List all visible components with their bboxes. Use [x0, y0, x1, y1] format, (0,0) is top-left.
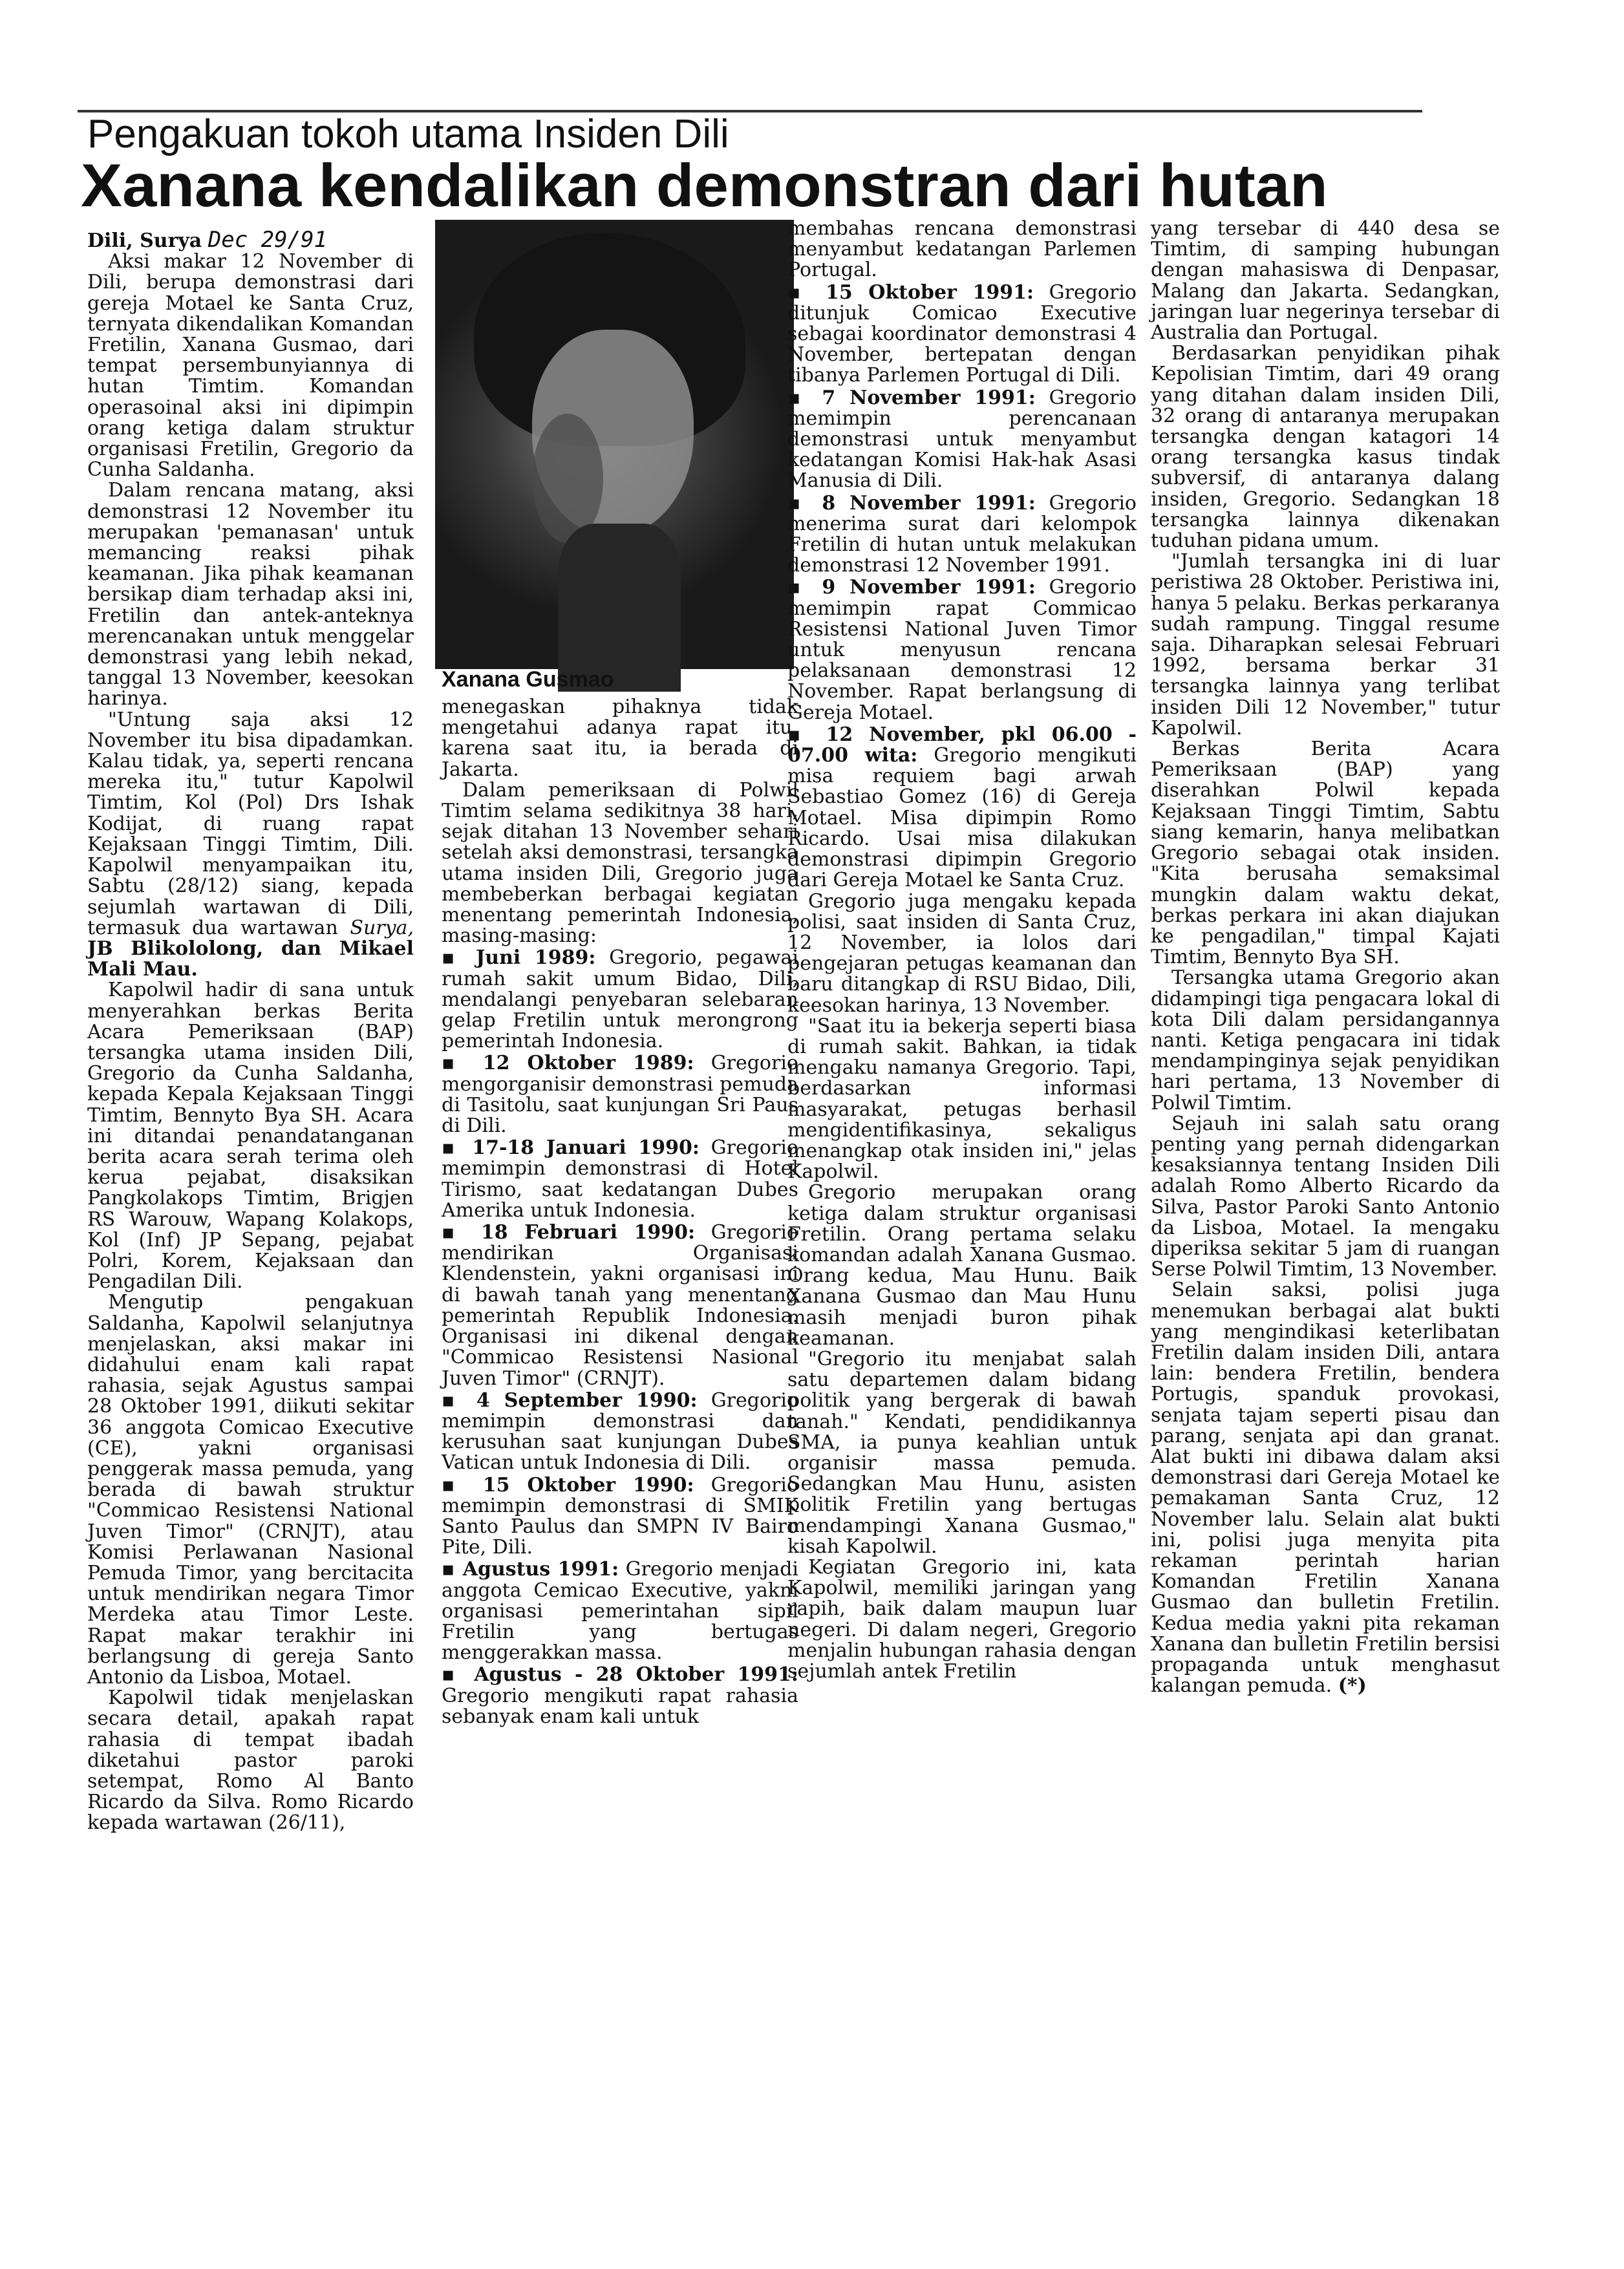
paper-name: Surya, [350, 916, 414, 939]
column-2 [442, 697, 798, 1731]
event-item [442, 1665, 798, 1727]
portrait-photo [435, 220, 794, 669]
event-item [442, 1475, 798, 1559]
end-mark: (*) [1338, 1674, 1367, 1698]
event-date: 7 November 1991: [822, 386, 1036, 409]
bullet-icon: ▪ [787, 576, 822, 599]
paragraph: Kapolwil tidak menjelaskan secara detail, apakah rapat rahasia di tempat ibadah diketahui pastor paroki setempat, Romo Al Banto Ricardo da Silva. Romo Ricardo kepada wartawan (26/11), [87, 1687, 414, 1835]
bullet-icon: ▪ [442, 946, 476, 970]
photo-caption: Xanana Gusmao [442, 667, 614, 692]
event-text: Gregorio menjadi anggota Cemicao Executive, yakni organisasi pemerintahan sipil Fretilin yang bertugas menggerakkan massa. [442, 1558, 798, 1665]
event-date: Agustus - 28 Oktober 1991: [474, 1663, 798, 1687]
event-date: 8 November 1991: [822, 491, 1036, 515]
paragraph: Dalam rencana matang, aksi demonstrasi 12 November itu merupakan 'pemanasan' untuk memancing reaksi pihak keamanan. Jika pihak keamanan bersikap diam terhadap aksi ini, Fretilin dan antek-anteknya merencanakan untuk menggelar demonstrasi yang lebih nekad, tanggal 13 November, keesokan harinya. [87, 479, 414, 710]
event-item [442, 1053, 798, 1136]
paragraph: "Jumlah tersangka ini di luar peristiwa 28 Oktober. Peristiwa ini, hanya 5 pelaku. Berkas perkaranya sudah rampung. Tinggal resume saja. Diharapkan selesai Februari 1992, bersama berkar 31 tersangka lainnya yang terlibat insiden Dili 12 November," tutur Kapolwil. [1151, 550, 1500, 740]
event-text: Gregorio memimpin demonstrasi di Hotel Tirismo, saat kedatangan Dubes Amerika untuk Indonesia. [442, 1136, 798, 1222]
event-list [787, 282, 1137, 891]
event-text: Gregorio mengikuti misa requiem bagi arwah Sebastiao Gomez (16) di Gereja Motael. Misa dipimpin Romo Ricardo. Usai misa dilakukan demonstrasi dipimpin Gregorio dari Gereja Motael ke Santa Cruz. [787, 744, 1137, 892]
event-text: Gregorio menerima surat dari kelompok Fretilin di hutan untuk melakukan demonstrasi 12 November 1991. [787, 491, 1137, 577]
event-text: Gregorio mendirikan Organisasi Klendenstein, yakni organisasi ini di bawah tanah yang menentang pemerintah Republik Indonesia. Organisasi ini dikenal dengan "Commicao Resistensi Nasional Juven Timor" (CRNJT). [442, 1221, 798, 1390]
paragraph: membahas rencana demonstrasi menyambut kedatangan Parlemen Portugal. [787, 217, 1137, 282]
paragraph: Kapolwil hadir di sana untuk menyerahkan berkas Berita Acara Pemeriksaan (BAP) tersangka utama insiden Dili, Gregorio da Cunha Saldanha, kepada Kepala Kejaksaan Tinggi Timtim, Bennyto Bya SH. Acara ini ditandai penandatanganan berita acara serah terima oleh kerua pejabat, disaksikan Pangkolakops Timtim, Brigjen RS Warouw, Wapang Kolakops, Kol (Inf) JP Sepang, pejabat Polri, Korem, Kejaksaan dan Pengadilan Dili. [87, 979, 414, 1294]
paragraph: Aksi makar 12 November di Dili, berupa demonstrasi dari gereja Motael ke Santa Cruz, ternyata dikendalikan Komandan Fretilin, Xanana Gusmao, dari tempat persembunyiannya di hutan Timtim. Komandan operasoinal aksi ini dipimpin orang ketiga dalam struktur organisasi Fretilin, Gregorio da Cunha Saldanha. [87, 250, 414, 482]
event-item [787, 725, 1137, 891]
event-text: Gregorio, pegawai rumah sakit umum Bidao, Dili, mendalangi penyebaran selebaran gelap Fretilin untuk merongrong pemerintah Indonesia. [442, 946, 798, 1053]
event-date: Agustus 1991: [462, 1558, 619, 1581]
event-text: Gregorio memimpin demonstrasi dan kerusuhan saat kunjungan Dubes Vatican untuk Indonesia di Dili. [442, 1389, 799, 1475]
event-date: 17-18 Januari 1990: [472, 1136, 700, 1160]
paragraph: Gregorio juga mengaku kepada polisi, saat insiden di Santa Cruz, 12 November, ia lolos dari pengejaran petugas keamanan dan baru ditangkap di RSU Bidao, Dili, keesokan harinya, 13 November. [787, 889, 1137, 1017]
event-text: Gregorio mengorganisir demonstrasi pemuda di Tasitolu, saat kunjungan Sri Paus di Dili. [442, 1052, 798, 1138]
event-date: 4 September 1990: [476, 1389, 698, 1412]
paragraph: Tersangka utama Gregorio akan didampingi tiga pengacara lokal di kota Dili dalam persidangannya nanti. Ketiga pengacara ini tidak mendampinginya sejak penyidikan hari pertama, 13 November di Polwil Timtim. [1151, 966, 1500, 1114]
paragraph [87, 710, 414, 981]
paragraph: menegaskan pihaknya tidak mengetahui adanya rapat itu, karena saat itu, ia berada di Jakarta. [442, 696, 798, 781]
event-text: Gregorio memimpin rapat Commicao Resistensi National Juven Timor untuk menyusun rencana pelaksanaan demonstrasi 12 November. Rapat berlangsung di Gereja Motael. [787, 576, 1137, 724]
event-date: 12 November, pkl 06.00 - 07.00 wita: [787, 723, 1137, 767]
paragraph-text: Selain saksi, polisi juga menemukan berbagai alat bukti yang mengindikasi keterlibatan Fretilin dalam insiden Dili, antara lain: bendera Fretilin, bendera Portugis, spanduk provokasi, senjata tajam seperti pisau dan parang, senjata api dan granat. Alat bukti ini dibawa dalam aksi demonstrasi dari Gereja Motael ke pemakaman Santa Cruz, 12 November lalu. Selain alat bukti ini, polisi juga menyita pita rekaman perintah harian Komandan Fretilin Xanana Gusmao dan bulletin Fretilin. Kedua media yakni pita rekaman Xanana dan bulletin Fretilin bersisi propaganda untuk menghasut kalangan pemuda. [1151, 1279, 1500, 1698]
kicker: Pengakuan tokoh utama Insiden Dili [87, 112, 729, 156]
bullet-icon: ▪ [442, 1221, 481, 1244]
photo-neck [558, 524, 681, 692]
event-item [787, 282, 1137, 387]
paragraph: Mengutip pengakuan Saldanha, Kapolwil selanjutnya menjelaskan, aksi makar ini didahului enam kali rapat rahasia, sejak Agustus sampai 28 Oktober 1991, diikuti sekitar 36 anggota Comicao Executive (CE), yakni organisasi penggerak massa pemuda, yang berada di bawah struktur "Commicao Resistensi National Juven Timor" (CRNJT), atau Komisi Perlawanan Nasional Pemuda Timor, yang bercitacita untuk mendirikan negara Timor Merdeka atau Timor Leste. Rapat makar terakhir ini berlangsung di gereja Santo Antonio da Lisboa, Motael. [87, 1291, 414, 1689]
handwritten-date: Dec 29/91 [208, 227, 328, 253]
column-3 [787, 218, 1137, 1731]
dateline: Dili, Surya [87, 229, 202, 252]
event-date: 9 November 1991: [822, 576, 1036, 599]
column-1 [87, 227, 414, 1835]
bullet-icon: ▪ [442, 1663, 475, 1687]
event-text: Gregorio memimpin perencanaan demonstrasi untuk menyambut kedatangan Komisi Hak-hak Asasi Manusia di Dili. [787, 386, 1137, 493]
event-text: Gregorio ditunjuk Comicao Executive sebagai koordinator demonstrasi 4 November, bertepatan dengan tibanya Parlemen Portugal di Dili. [787, 281, 1137, 387]
event-date: 12 Oktober 1989: [482, 1052, 694, 1075]
event-item [442, 1559, 798, 1663]
bullet-icon: ▪ [442, 1052, 483, 1075]
bullet-icon: ▪ [787, 491, 822, 515]
event-item [787, 493, 1137, 577]
event-item [787, 577, 1137, 723]
bullet-icon: ▪ [442, 1389, 476, 1412]
event-date: 15 Oktober 1991: [825, 281, 1034, 304]
event-date: 15 Oktober 1990: [482, 1473, 694, 1497]
event-item [787, 388, 1137, 492]
bullet-icon: ▪ [787, 386, 822, 409]
paragraph: Kegiatan Gregorio ini, kata Kapolwil, memiliki jaringan yang rapih, baik dalam maupun luar negeri. Di dalam negeri, Gregorio menjalin hubungan rahasia dengan sejumlah antek Fretilin [787, 1556, 1137, 1683]
event-item [442, 1390, 798, 1474]
paragraph: Dalam pemeriksaan di Polwil Timtim selama sedikitnya 38 hari, sejak ditahan 13 November sehari setelah aksi demonstrasi, tersangka utama insiden Dili, Gregorio juga membeberkan berbagai kegiatan menentang pemerintah Indonesia, masing-masing: [442, 778, 798, 948]
dateline-line [87, 229, 414, 251]
headline: Xanana kendalikan demonstran dari hutan [81, 151, 1328, 219]
bullet-icon: ▪ [442, 1473, 483, 1497]
event-item [442, 1222, 798, 1389]
paragraph-text: "Untung saja aksi 12 November itu bisa dipadamkan. Kalau tidak, ya, seperti rencana mereka itu," tutur Kapolwil Timtim, Kol (Pol) Drs Ishak Kodijat, di ruang rapat Kejaksaan Tinggi Timtim, Dili. Kapolwil menyampaikan itu, Sabtu (28/12) siang, kepada sejumlah wartawan di Dili, termasuk dua wartawan [87, 708, 414, 939]
paragraph: Berkas Berita Acara Pemeriksaan (BAP) yang diserahkan Polwil kepada Kejaksaan Tinggi Timtim, Sabtu siang kemarin, hanya melibatkan Gregorio sebagai otak insiden. "Kita berusaha semaksimal mungkin dalam waktu dekat, berkas perkara ini akan diajukan ke pengadilan," timpal Kajati Timtim, Bennyto Bya SH. [1151, 738, 1500, 969]
bullet-icon: ▪ [442, 1558, 463, 1581]
paragraph: Sejauh ini salah satu orang penting yang pernah didengarkan kesaksiannya tentang Insiden Dili adalah Romo Alberto Ricardo da Silva, Pastor Paroki Santo Antonio da Lisboa, Motael. Ia mengaku diperiksa sekitar 5 jam di ruangan Serse Polwil Timtim, 13 November. [1151, 1112, 1500, 1281]
event-date: 18 Februari 1990: [480, 1221, 696, 1244]
paragraph: yang tersebar di 440 desa se Timtim, di samping hubungan dengan mahasiswa di Denpasar, Malang dan Jakarta. Sedangkan, jaringan luar negerinya tersebar di Australia dan Portugal. [1151, 217, 1500, 345]
paragraph: "Gregorio itu menjabat salah satu departemen dalam bidang politik yang bergerak di bawah tanah." Kendati, pendidikannya SMA, ia punya keahlian untuk organisir massa pemuda. Sedangkan Mau Hunu, asisten politik Fretilin yang bertugas mendampingi Xanana Gusmao," kisah Kapolwil. [787, 1347, 1137, 1558]
bullet-icon: ▪ [787, 723, 826, 746]
event-list [442, 948, 798, 1727]
column-4 [1151, 218, 1500, 1731]
paragraph [1151, 1280, 1500, 1696]
bullet-icon: ▪ [787, 281, 826, 304]
bullet-icon: ▪ [442, 1136, 473, 1160]
paragraph: Berdasarkan penyidikan pihak Kepolisian Timtim, dari 49 orang yang ditahan dalam insiden Dili, 32 orang di antaranya merupakan tersangka dengan katagori 14 orang tersangka kasus tindak subversif, di antaranya dalang insiden, Gregorio. Sedangkan 18 tersangka lainnya dikenakan tuduhan pidana umum. [1151, 342, 1500, 553]
event-text: Gregorio memimpin demonstrasi di SMIK Santo Paulus dan SMPN IV Bairo Pite, Dili. [442, 1473, 798, 1559]
paragraph: Gregorio merupakan orang ketiga dalam struktur organisasi Fretilin. Orang pertama selaku komandan adalah Xanana Gusmao. Orang kedua, Mau Hunu. Baik Xanana Gusmao dan Mau Hunu masih menjadi buron pihak keamanan. [787, 1181, 1137, 1350]
event-text: Gregorio mengikuti rapat rahasia sebanyak enam kali untuk [442, 1684, 798, 1728]
paragraph: "Saat itu ia bekerja seperti biasa di rumah sakit. Bahkan, ia tidak mengaku namanya Gregorio. Tapi, berdasarkan informasi masyarakat, petugas berhasil mengidentifikasinya, sekaligus menangkap otak insiden ini," jelas Kapolwil. [787, 1014, 1137, 1184]
event-date: Juni 1989: [476, 946, 596, 970]
event-item [442, 948, 798, 1052]
event-item [442, 1138, 798, 1221]
reporter-names: JB Blikololong, dan Mikael Mali Mau. [87, 937, 414, 981]
